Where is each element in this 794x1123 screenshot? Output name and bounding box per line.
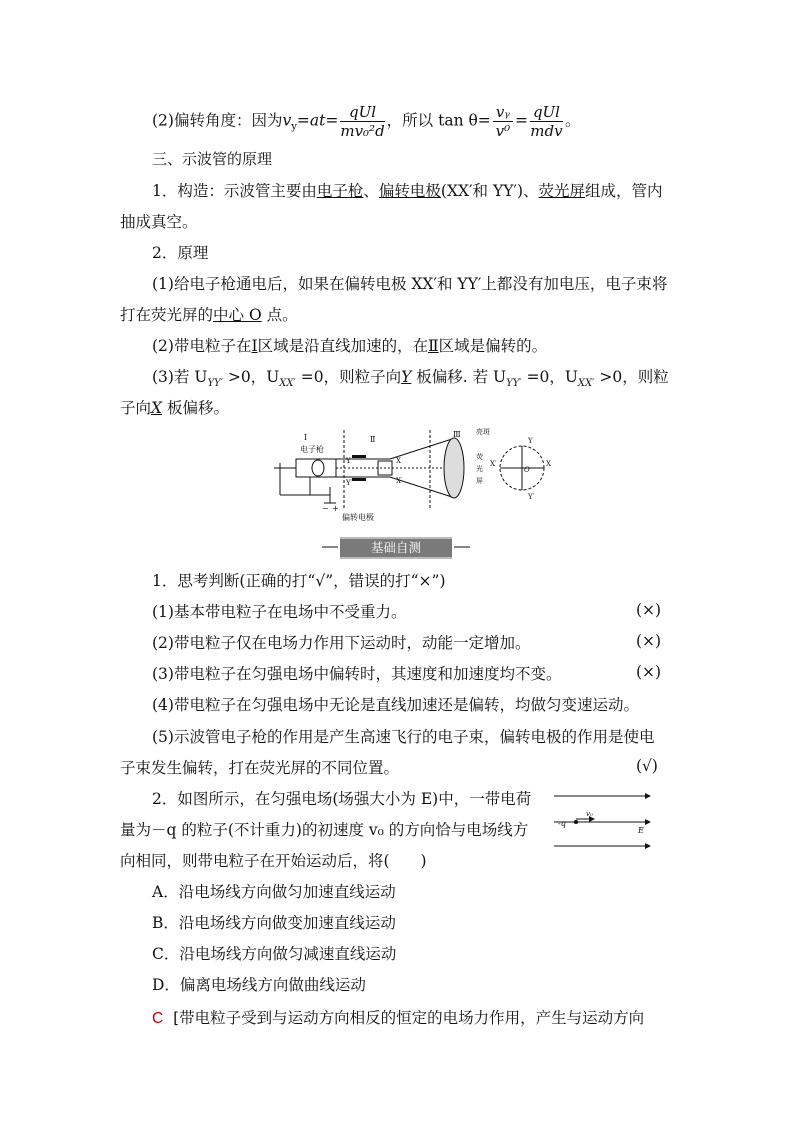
gun-body bbox=[296, 459, 336, 477]
section-title: 三、示波管的原理 bbox=[152, 150, 273, 168]
svg-text:X′: X′ bbox=[490, 460, 497, 468]
paragraph: (3)若 $U_{YY'} >0$，$U_{XX'} =0$，则粒子向Y 板偏移. 若 $U_{YY'} =0$，$U_{XX'} >0$，则粒 bbox=[152, 368, 669, 390]
svg-text:−: − bbox=[322, 504, 329, 513]
fraction: $\frac{\text{qUl}}{\text{mdv}}$ bbox=[530, 103, 563, 140]
particle bbox=[574, 820, 578, 824]
question-text: 量为－q 的粒子(不计重力)的初速度 v₀ 的方向恰与电场线方 bbox=[120, 821, 529, 839]
label-region-1: Ⅰ bbox=[304, 433, 308, 442]
option-c: C．沿电场线方向做匀减速直线运动 bbox=[152, 945, 397, 963]
label-region-3: Ⅲ bbox=[453, 430, 461, 439]
option-d: D．偏离电场线方向做曲线运动 bbox=[152, 976, 366, 994]
paragraph: (1)给电子枪通电后，如果在偏转电极 XX′和 YY′上都没有加电压，电子束将 bbox=[152, 275, 668, 293]
charge-label: -q bbox=[558, 819, 566, 828]
svg-text:屏: 屏 bbox=[476, 477, 483, 485]
judge-item: (2)带电粒子仅在电场力作用下运动时，动能一定增加。 bbox=[152, 634, 531, 652]
answer-explanation: [带电粒子受到与运动方向相反的恒定的电场力作用，产生与运动方向 bbox=[173, 1009, 645, 1027]
electric-field-diagram bbox=[550, 790, 660, 852]
judge-mark: (×) bbox=[636, 632, 662, 650]
angle-formula: (2)偏转角度：因为$v_y=at=$ $\frac{\text{qUl}}{\text{mv₀²d}}$ ，所以 tan θ= $\frac{\text{vᵧ}}{\text{v⁰}}$ = $\frac{\text{qUl}}{\text{mdv}}$ 。 bbox=[152, 103, 581, 140]
paragraph: (2)带电粒子在Ⅰ区域是沿直线加速的，在Ⅱ区域是偏转的。 bbox=[152, 337, 548, 355]
label-region-2: Ⅱ bbox=[370, 435, 376, 444]
judge-mark: (×) bbox=[636, 663, 662, 681]
answer-letter: C bbox=[152, 1010, 164, 1027]
answer bbox=[152, 1007, 644, 1030]
question-text: 向相同，则带电粒子在开始运动后，将( ) bbox=[120, 852, 427, 870]
subheading: 2．原理 bbox=[152, 244, 209, 262]
svg-text:X: X bbox=[546, 460, 551, 468]
paragraph: 子向X 板偏移。 bbox=[120, 399, 229, 417]
fraction: $\frac{\text{qUl}}{\text{mv₀²d}}$ bbox=[340, 103, 385, 140]
field-label: E bbox=[638, 826, 644, 835]
label-deflection-electrode: 偏转电极 bbox=[342, 513, 374, 522]
plate-y bbox=[352, 455, 366, 458]
svg-text:+: + bbox=[332, 504, 339, 513]
judge-item: (1)基本带电粒子在电场中不受重力。 bbox=[152, 603, 407, 621]
paragraph: 打在荧光屏的中心 O 点。 bbox=[120, 306, 298, 324]
label-electron-gun: 电子枪 bbox=[300, 445, 324, 454]
velocity-label: v₀ bbox=[586, 810, 593, 818]
svg-text:光: 光 bbox=[476, 465, 483, 473]
svg-text:X′: X′ bbox=[396, 477, 403, 485]
plate-y-prime bbox=[352, 478, 366, 481]
paragraph: 1．构造：示波管主要由电子枪、偏转电极(XX′和 YY′)、荧光屏组成，管内 bbox=[152, 182, 663, 200]
gun-lens bbox=[312, 460, 324, 476]
svg-text:荧: 荧 bbox=[476, 453, 483, 461]
judge-mark: (√) bbox=[636, 757, 658, 775]
judge-item: (5)示波管电子枪的作用是产生高速飞行的电子束，偏转电极的作用是使电 bbox=[152, 728, 655, 746]
svg-text:Y: Y bbox=[528, 437, 533, 445]
judge-item: (4)带电粒子在匀强电场中无论是直线加速还是偏转，均做匀变速运动。 bbox=[152, 696, 639, 714]
svg-text:Y: Y bbox=[346, 457, 351, 465]
label-bright-spot: 亮斑 bbox=[476, 428, 490, 436]
fluorescent-screen bbox=[444, 438, 464, 498]
paragraph: 抽成真空。 bbox=[120, 213, 198, 231]
svg-text:Y′: Y′ bbox=[528, 493, 535, 501]
svg-text:X: X bbox=[396, 457, 401, 465]
option-a: A．沿电场线方向做匀加速直线运动 bbox=[152, 883, 396, 901]
question-text: 2．如图所示，在匀强电场(场强大小为 E)中，一带电荷 bbox=[152, 790, 532, 808]
option-b: B．沿电场线方向做变加速直线运动 bbox=[152, 914, 396, 932]
section-banner: 基础自测 bbox=[340, 537, 452, 559]
judge-item: (3)带电粒子在匀强电场中偏转时，其速度和加速度均不变。 bbox=[152, 665, 562, 683]
fraction: $\frac{\text{vᵧ}}{\text{v⁰}}$ bbox=[493, 103, 513, 140]
svg-text:O: O bbox=[524, 466, 530, 474]
judge-item: 子束发生偏转，打在荧光屏的不同位置。 bbox=[120, 759, 400, 777]
judge-mark: (×) bbox=[636, 601, 662, 619]
svg-text:Y′: Y′ bbox=[346, 479, 353, 487]
question-title: 1．思考判断(正确的打“√”，错误的打“×”) bbox=[152, 572, 446, 590]
oscilloscope-diagram bbox=[270, 425, 560, 525]
